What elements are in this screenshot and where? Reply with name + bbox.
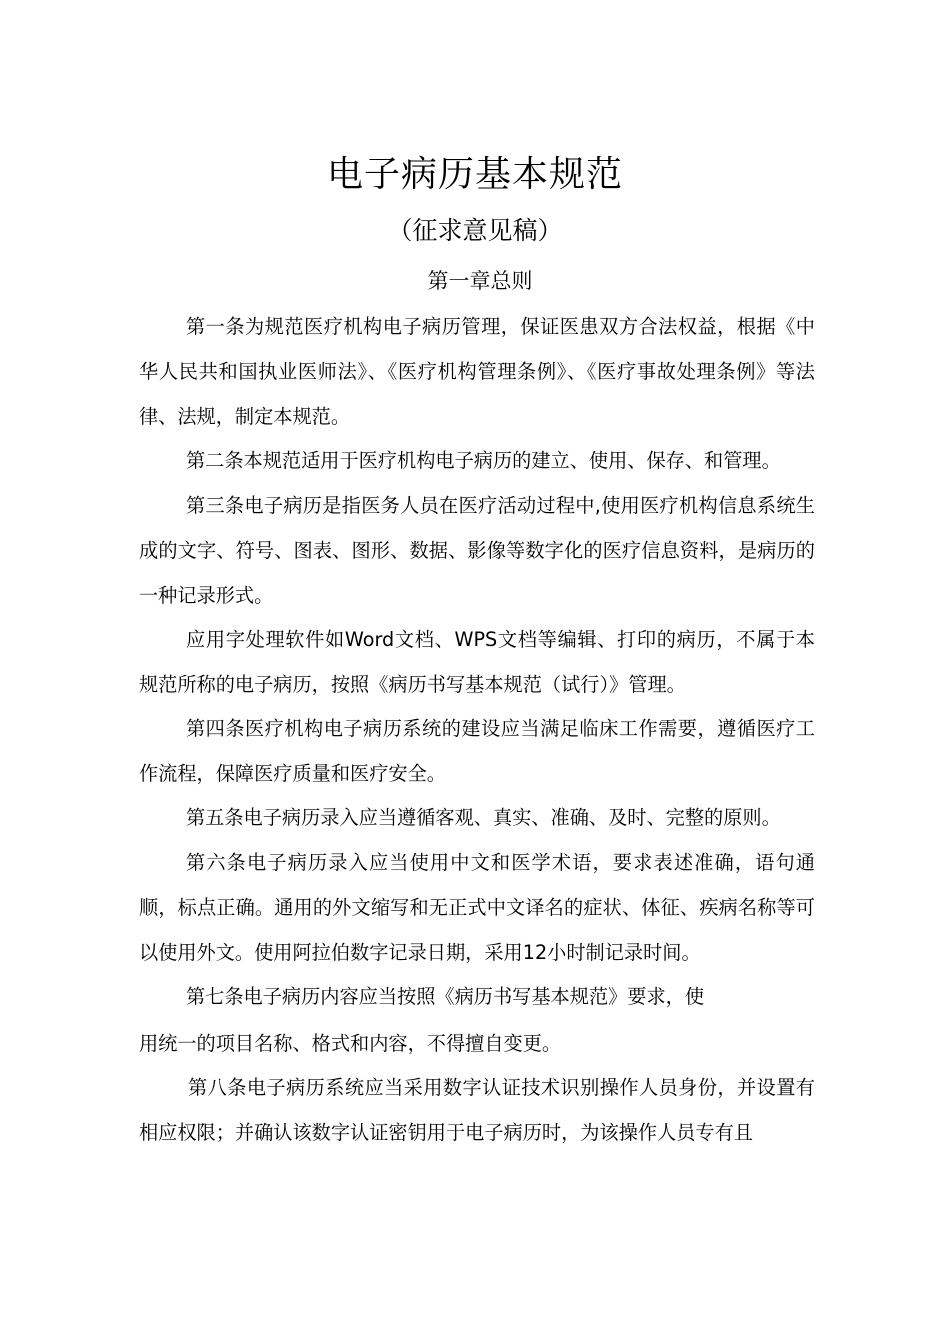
article-4: 第四条医疗机构电子病历系统的建设应当满足临床工作需要，遵循医疗工作流程，保障医疗质量和医疗安全。	[139, 717, 815, 785]
article-3: 第三条电子病历是指医务人员在医疗活动过程中,使用医疗机构信息系统生成的文字、符号、图表、图形、数据、影像等数字化的医疗信息资料，是病历的一种记录形式。	[139, 494, 815, 607]
article-3-note: 应用字处理软件如Word文档、WPS文档等编辑、打印的病历，不属于本规范所称的电子病历，按照《病历书写基本规范（试行）》管理。	[139, 628, 815, 696]
article-2: 第二条本规范适用于医疗机构电子病历的建立、使用、保存、和管理。	[186, 449, 781, 472]
article-1: 第一条为规范医疗机构电子病历管理，保证医患双方合法权益，根据《中华人民共和国执业医师法》、《医疗机构管理条例》、《医疗事故处理条例》等法律、法规，制定本规范。	[139, 315, 815, 428]
document-title: 电子病历基本规范	[326, 154, 623, 195]
article-7-line-2: 用统一的项目名称、格式和内容，不得擅自变更。	[139, 1032, 562, 1055]
article-7-line-1: 第七条电子病历内容应当按照《病历书写基本规范》要求，使	[186, 985, 705, 1008]
document-subtitle: （征求意见稿）	[387, 216, 563, 245]
article-8: 第八条电子病历系统应当采用数字认证技术识别操作人员身份，并设置有相应权限；并确认该数字认证密钥用于电子病历时，为该操作人员专有且	[139, 1076, 815, 1144]
article-6: 第六条电子病历录入应当使用中文和医学术语，要求表述准确，语句通顺，标点正确。通用的外文缩写和无正式中文译名的症状、体征、疾病名称等可以使用外文。使用阿拉伯数字记录日期，采用12小时制记录时间。	[139, 851, 815, 964]
chapter-heading: 第一章总则	[427, 269, 533, 293]
article-5: 第五条电子病历录入应当遵循客观、真实、准确、及时、完整的原则。	[186, 806, 781, 829]
